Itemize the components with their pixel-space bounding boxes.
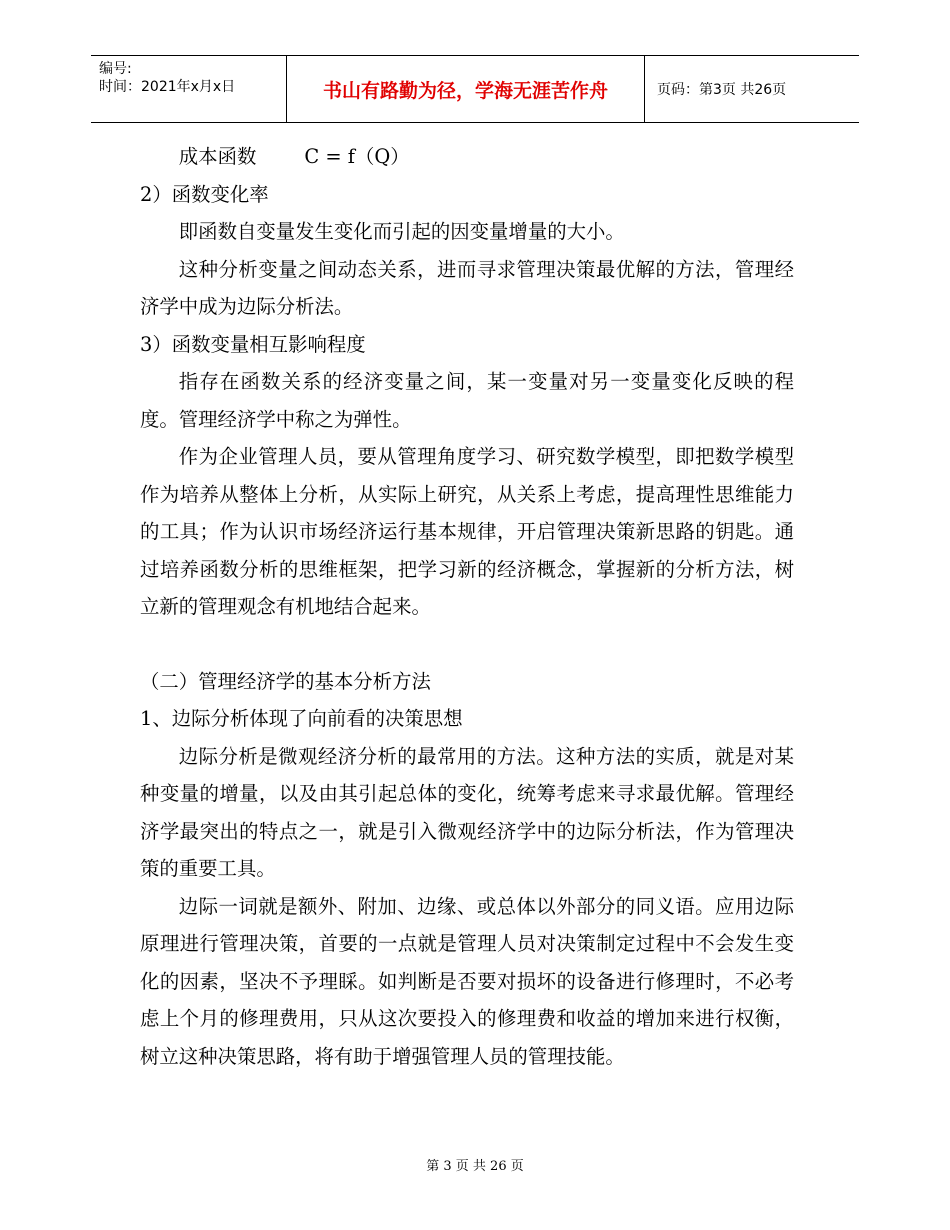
header-motto: 书山有路勤为径，学海无涯苦作舟 (286, 56, 645, 122)
paragraph-1: 即函数自变量发生变化而引起的因变量增量的大小。 (178, 220, 625, 243)
paragraph-gap (140, 626, 794, 663)
heading-marginal-analysis: 1、边际分析体现了向前看的决策思想 (140, 707, 463, 730)
document-time-label: 时间：2021年x月x日 (99, 79, 236, 95)
paragraph-2: 这种分析变量之间动态关系，进而寻求管理决策最优解的方法，管理经济学中成为边际分析法。 (140, 257, 794, 318)
heading-methods: （二）管理经济学的基本分析方法 (140, 669, 431, 693)
formula-label: 成本函数 (178, 145, 257, 168)
formula-line (140, 138, 794, 176)
paragraph-6: 边际一词就是额外、附加、边缘、或总体以外部分的同义语。应用边际原理进行管理决策，首要的一点就是管理人员对决策制定过程中不会发生变化的因素，坚决不予理睬。如判断是否要对损坏的设备进行修理时，不必考虑上个月的修理费用，只从这次要投入的修理费和收益的增加来进行权衡，树立这种决策思路，将有助于增强管理人员的管理技能。 (140, 894, 794, 1068)
paragraph-5: 边际分析是微观经济分析的最常用的方法。这种方法的实质，就是对某种变量的增量，以及由其引起总体的变化，统筹考虑来寻求最优解。管理经济学最突出的特点之一，就是引入微观经济学中的边际分析法，作为管理决策的重要工具。 (140, 744, 794, 880)
document-body (140, 138, 794, 1075)
header-page-info: 页码：第3页 共26页 (657, 82, 787, 98)
formula-expression: C = f（Q） (304, 145, 410, 168)
page-footer: 第 3 页 共 26 页 (426, 1159, 524, 1174)
document-number-label: 编号: (99, 61, 132, 77)
section-title-2: 2）函数变化率 (140, 182, 269, 206)
paragraph-4: 作为企业管理人员，要从管理角度学习、研究数学模型，即把数学模型作为培养从整体上分析，从实际上研究，从关系上考虑，提高理性思维能力的工具；作为认识市场经济运行基本规律，开启管理决策新思路的钥匙。通过培养函数分析的思维框架，把学习新的经济概念，掌握新的分析方法，树立新的管理观念有机地结合起来。 (140, 445, 794, 618)
paragraph-3: 指存在函数关系的经济变量之间，某一变量对另一变量变化反映的程度。管理经济学中称之为弹性。 (140, 370, 794, 431)
section-title-3: 3）函数变量相互影响程度 (140, 332, 366, 356)
header-meta (99, 60, 235, 96)
page-header (91, 55, 859, 123)
